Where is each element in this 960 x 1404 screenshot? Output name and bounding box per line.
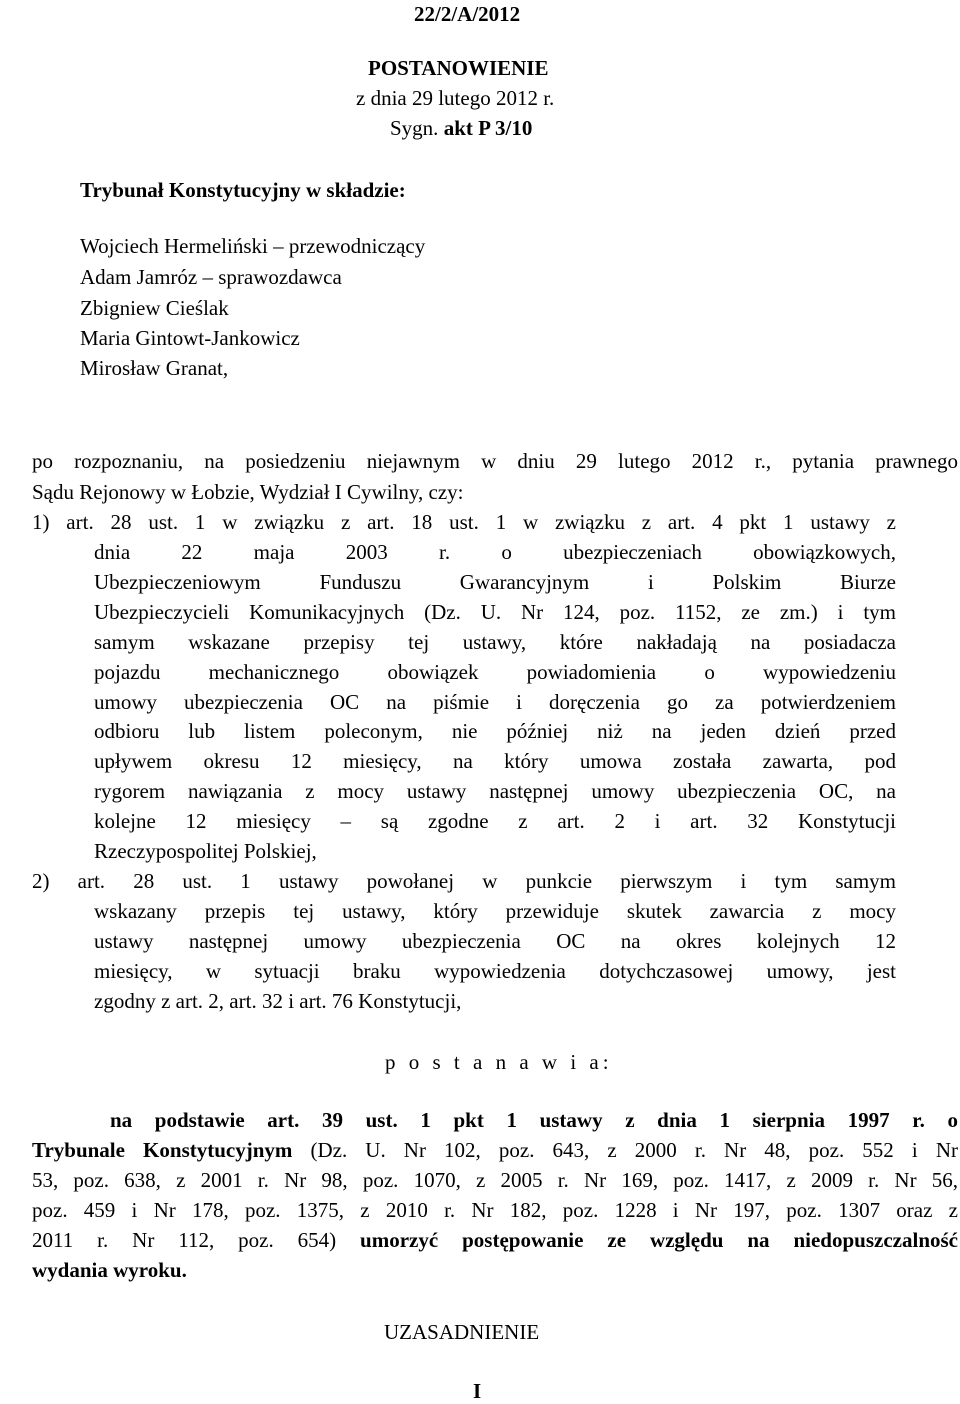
panel-member: Zbigniew Cieślak bbox=[80, 296, 229, 320]
question-1-line: rygorem nawiązania z mocy ustawy następnej umowy ubezpieczenia OC, na bbox=[94, 779, 896, 803]
question-1-line: 1) art. 28 ust. 1 w związku z art. 18 ust. 1 w związku z art. 4 pkt 1 ustawy z bbox=[32, 510, 896, 534]
panel-heading: Trybunał Konstytucyjny w składzie: bbox=[80, 178, 406, 202]
question-1-line: Ubezpieczycieli Komunikacyjnych (Dz. U. Nr 124, poz. 1152, ze zm.) i tym bbox=[94, 600, 896, 624]
document-type: POSTANOWIENIE bbox=[368, 56, 549, 80]
decision-line: na podstawie art. 39 ust. 1 pkt 1 ustawy z dnia 1 sierpnia 1997 r. o bbox=[110, 1108, 958, 1132]
decision-line: poz. 459 i Nr 178, poz. 1375, z 2010 r. Nr 182, poz. 1228 i Nr 197, poz. 1307 oraz z bbox=[32, 1198, 958, 1222]
question-1-line: Rzeczypospolitej Polskiej, bbox=[94, 839, 317, 863]
question-2-line: ustawy następnej umowy ubezpieczenia OC na okres kolejnych 12 bbox=[94, 929, 896, 953]
reasoning-heading: UZASADNIENIE bbox=[384, 1320, 540, 1344]
decision-line bbox=[32, 1140, 958, 1161]
question-1-line: pojazdu mechanicznego obowiązek powiadomienia o wypowiedzeniu bbox=[94, 660, 896, 684]
question-1-line: odbioru lub listem poleconym, nie później niż na jeden dzień przed bbox=[94, 719, 896, 743]
decision-text: (Dz. U. Nr 102, poz. 643, z 2000 r. Nr 48, poz. 552 i Nr bbox=[292, 1138, 958, 1162]
question-2-line: 2) art. 28 ust. 1 ustawy powołanej w punkcie pierwszym i tym samym bbox=[32, 869, 896, 893]
panel-member: Mirosław Granat, bbox=[80, 356, 229, 380]
decision-bold-text: umorzyć postępowanie ze względu na niedopuszczalność bbox=[336, 1228, 958, 1252]
decision-heading: p o s t a n a w i a: bbox=[385, 1050, 613, 1074]
question-1-line: umowy ubezpieczenia OC na piśmie i doręczenia go za potwierdzeniem bbox=[94, 690, 896, 714]
question-1-line: upływem okresu 12 miesięcy, na który umowa została zawarta, pod bbox=[94, 749, 896, 773]
decision-line bbox=[32, 1230, 958, 1251]
panel-member: Wojciech Hermeliński – przewodniczący bbox=[80, 234, 426, 258]
document-date: z dnia 29 lutego 2012 r. bbox=[356, 86, 555, 110]
decision-text: 2011 r. Nr 112, poz. 654) bbox=[32, 1228, 337, 1252]
signature-value: akt P 3/10 bbox=[438, 116, 533, 140]
question-1-line: samym wskazane przepisy tej ustawy, które nakładają na posiadacza bbox=[94, 630, 896, 654]
case-signature bbox=[390, 118, 532, 139]
decision-line: wydania wyroku. bbox=[32, 1258, 187, 1282]
question-2-line: zgodny z art. 2, art. 32 i art. 76 Konstytucji, bbox=[94, 989, 462, 1013]
question-2-line: wskazany przepis tej ustawy, który przewiduje skutek zawarcia z mocy bbox=[94, 899, 896, 923]
question-1-line: kolejne 12 miesięcy – są zgodne z art. 2 i art. 32 Konstytucji bbox=[94, 809, 896, 833]
panel-member: Maria Gintowt-Jankowicz bbox=[80, 326, 300, 350]
panel-member: Adam Jamróz – sprawozdawca bbox=[80, 265, 342, 289]
section-number: I bbox=[473, 1379, 482, 1403]
intro-line: Sądu Rejonowy w Łobzie, Wydział I Cywilny, czy: bbox=[32, 480, 464, 504]
decision-line: 53, poz. 638, z 2001 r. Nr 98, poz. 1070, z 2005 r. Nr 169, poz. 1417, z 2009 r. Nr 56, bbox=[32, 1168, 958, 1192]
question-1-line: dnia 22 maja 2003 r. o ubezpieczeniach obowiązkowych, bbox=[94, 540, 896, 564]
case-number: 22/2/A/2012 bbox=[414, 2, 521, 26]
intro-line: po rozpoznaniu, na posiedzeniu niejawnym w dniu 29 lutego 2012 r., pytania prawnego bbox=[32, 449, 958, 473]
decision-bold-text: Trybunale Konstytucyjnym bbox=[32, 1138, 293, 1162]
question-1-line: Ubezpieczeniowym Funduszu Gwarancyjnym i Polskim Biurze bbox=[94, 570, 896, 594]
signature-prefix: Sygn. bbox=[390, 116, 439, 140]
question-2-line: miesięcy, w sytuacji braku wypowiedzenia dotychczasowej umowy, jest bbox=[94, 959, 896, 983]
